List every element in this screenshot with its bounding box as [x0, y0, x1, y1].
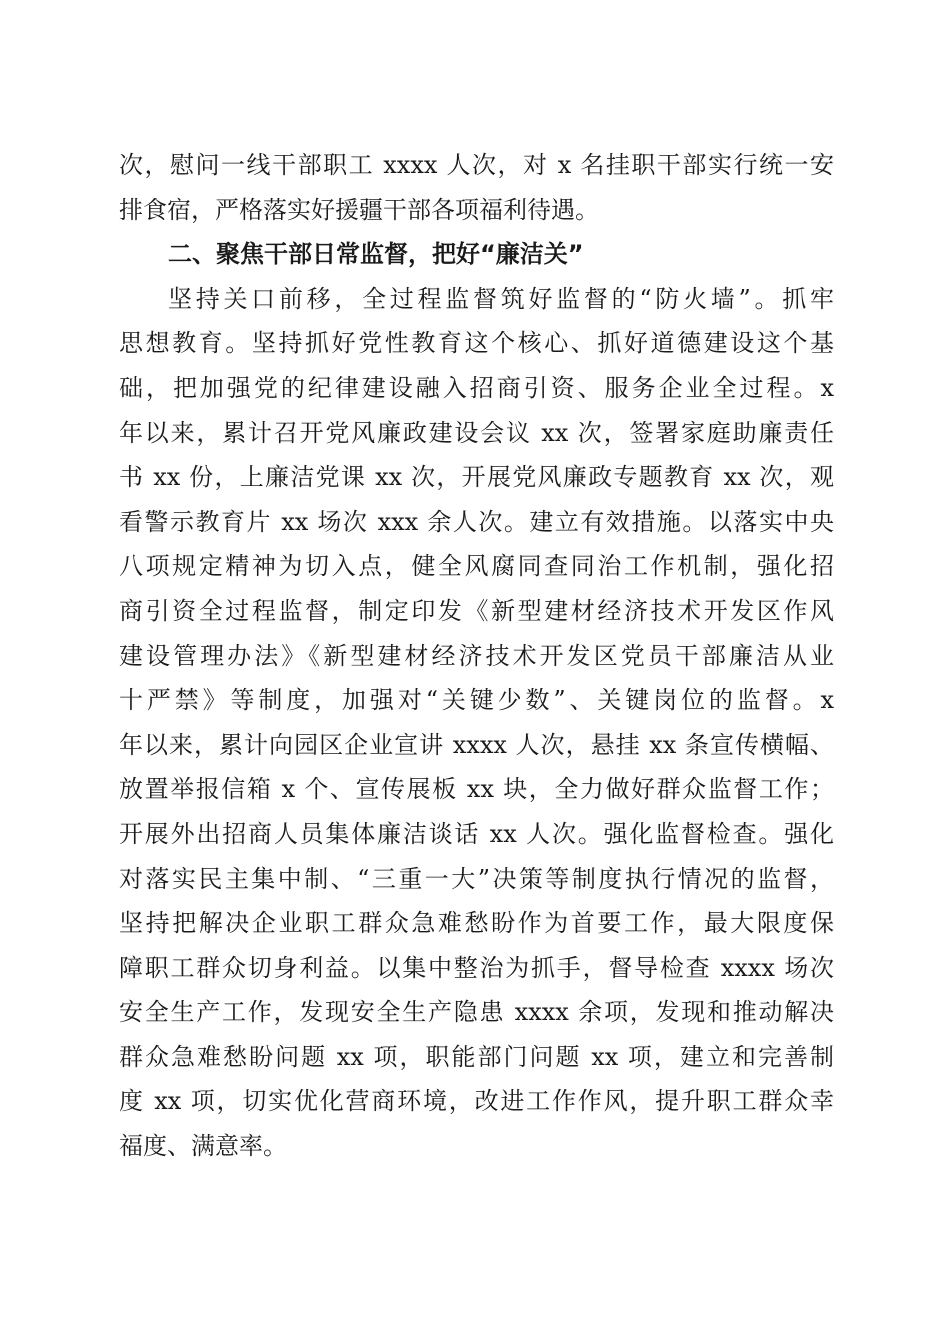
- paragraph-line: 坚持把解决企业职工群众急难愁盼作为首要工作，最大限度保: [119, 909, 834, 938]
- paragraph-line: 看警示教育片 xx 场次 xxx 余人次。建立有效措施。以落实中央: [119, 507, 834, 536]
- paragraph-line: 次，慰问一线干部职工 xxxx 人次，对 x 名挂职干部实行统一安: [119, 151, 834, 179]
- paragraph-line: 十严禁》等制度，加强对“关键少数”、关键岗位的监督。x: [119, 686, 834, 715]
- paragraph-line: 对落实民主集中制、“三重一大”决策等制度执行情况的监督，: [119, 864, 834, 893]
- paragraph-line: 思想教育。坚持抓好党性教育这个核心、抓好道德建设这个基: [119, 329, 834, 358]
- paragraph-line: 福度、满意率。: [119, 1132, 287, 1161]
- paragraph-line: 安全生产工作，发现安全生产隐患 xxxx 余项，发现和推动解决: [119, 998, 834, 1027]
- paragraph-line: 年以来，累计召开党风廉政建设会议 xx 次，签署家庭助廉责任: [119, 418, 834, 447]
- paragraph-line: 书 xx 份，上廉洁党课 xx 次，开展党风廉政专题教育 xx 次，观: [119, 463, 834, 492]
- paragraph-line: 开展外出招商人员集体廉洁谈话 xx 人次。强化监督检查。强化: [119, 819, 834, 848]
- paragraph-line: 商引资全过程监督，制定印发《新型建材经济技术开发区作风: [119, 596, 834, 625]
- paragraph-line: 础，把加强党的纪律建设融入招商引资、服务企业全过程。x: [119, 373, 834, 402]
- paragraph-line: 群众急难愁盼问题 xx 项，职能部门问题 xx 项，建立和完善制: [119, 1042, 834, 1071]
- paragraph-line: 建设管理办法》《新型建材经济技术开发区党员干部廉洁从业: [119, 641, 834, 670]
- paragraph-line: 放置举报信箱 x 个、宣传展板 xx 块，全力做好群众监督工作；: [119, 775, 834, 804]
- paragraph-line: 度 xx 项，切实优化营商环境，改进工作作风，提升职工群众幸: [119, 1087, 834, 1116]
- section-heading: 二、聚焦干部日常监督，把好“廉洁关”: [168, 240, 584, 269]
- paragraph-line: 排食宿，严格落实好援疆干部各项福利待遇。: [119, 195, 599, 224]
- paragraph-line: 八项规定精神为切入点，健全风腐同查同治工作机制，强化招: [119, 552, 834, 581]
- paragraph-line: 障职工群众切身利益。以集中整治为抓手，督导检查 xxxx 场次: [119, 953, 834, 982]
- document-body: [119, 143, 834, 1169]
- paragraph-line: 年以来，累计向园区企业宣讲 xxxx 人次，悬挂 xx 条宣传横幅、: [119, 730, 834, 759]
- paragraph-line: 坚持关口前移，全过程监督筑好监督的“防火墙”。抓牢: [168, 284, 834, 313]
